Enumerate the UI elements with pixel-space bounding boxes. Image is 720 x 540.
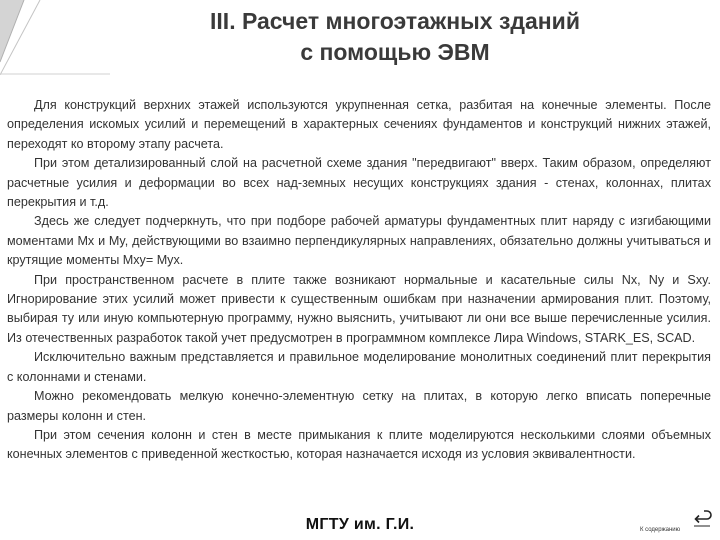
body-paragraph: При этом детализированный слой на расчетной схеме здания "передвигают" вверх. Таким образом, определяют расчетные усилия и деформации во всех над-земных несущих конструкциях здания - стенах, колоннах, плитах перекрытия и т.д. [7, 156, 711, 210]
slide-body [7, 96, 711, 465]
return-arrow-icon[interactable] [692, 508, 712, 528]
slide-title-line-1: III. Расчет многоэтажных зданий [210, 8, 580, 34]
body-paragraph: Для конструкций верхних этажей используются укрупненная сетка, разбитая на конечные элементы. После определения искомых усилий и перемещений в характерных сечениях фундаментов и конструкций нижних этажей, переходят ко второму этапу расчета. [7, 98, 711, 151]
body-paragraph: При этом сечения колонн и стен в месте примыкания к плите моделируются несколькими слоями объемных конечных элементов с приведенной жесткостью, которая назначается исходя из условия эквивалентности. [7, 427, 711, 462]
footer-organization: МГТУ им. Г.И. [305, 516, 415, 533]
body-paragraph: При пространственном расчете в плите также возникают нормальные и касательные силы Nx, Ny и Sxy. Игнорирование этих усилий может привести к существенным ошибкам при назначении армирования плит. Поэтому, выбирая ту или иную компьютерную программу, нужно выяснить, учитывают ли они все выше перечисленные усилия. Из отечественных разработок такой учет предусмотрен в программном комплексе Лира Windows, STARK_ES, SCAD. [7, 272, 711, 345]
back-to-contents-link[interactable] [640, 508, 712, 534]
body-paragraph: Исключительно важным представляется и правильное моделирование монолитных соединений плит перекрытия с колоннами и стенами. [7, 350, 711, 384]
body-paragraph: Здесь же следует подчеркнуть, что при подборе рабочей арматуры фундаментных плит наряду с изгибающими моментами Mx и My, действующими во взаимно перпендикулярных направлениях, обязательно должны учитываться и крутящие моменты Mxy= Myx. [7, 214, 711, 268]
slide-title-line-2: с помощью ЭВМ [300, 39, 490, 65]
back-to-contents-label: К содержанию [640, 527, 681, 533]
slide-title [0, 6, 720, 68]
body-paragraph: Можно рекомендовать мелкую конечно-элементную сетку на плитах, в которую легко вписать поперечные размеры колонн и стен. [7, 389, 711, 423]
